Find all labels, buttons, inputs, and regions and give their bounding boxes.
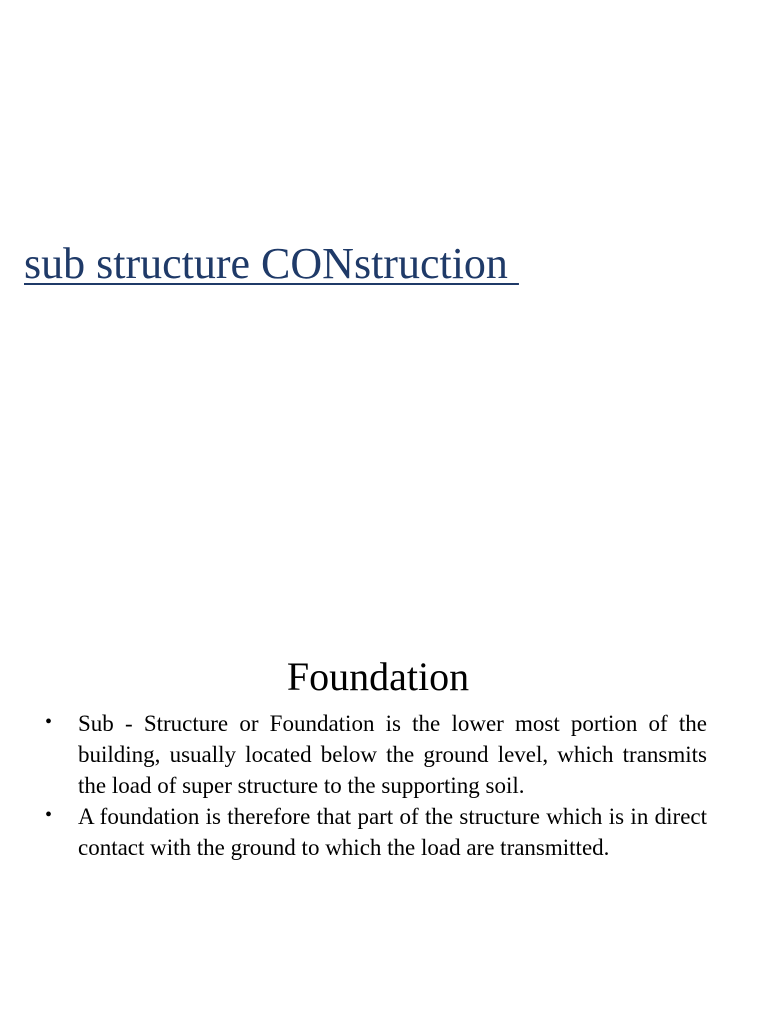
bullet-text: A foundation is therefore that part of the structure which is in direct contact with the ground to which the load are transmitted. bbox=[78, 804, 707, 860]
title-link[interactable]: sub structure CONstruction bbox=[24, 239, 519, 288]
bullet-item bbox=[45, 708, 707, 801]
bullet-text: Sub - Structure or Foundation is the lower most portion of the building, usually located below the ground level, which transmits the load of super structure to the supporting soil. bbox=[78, 711, 707, 798]
bullet-item bbox=[45, 801, 707, 863]
bullet-icon: • bbox=[45, 711, 53, 733]
bullet-icon: • bbox=[45, 804, 53, 826]
bullet-list bbox=[45, 708, 707, 863]
slide-heading: Foundation bbox=[286, 654, 470, 699]
content-slide bbox=[0, 512, 768, 1024]
